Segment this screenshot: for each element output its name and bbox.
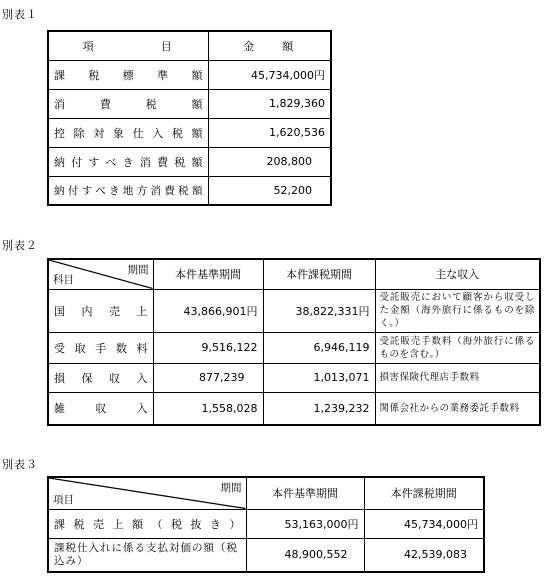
- table1-header-amount: 金 額: [208, 31, 331, 60]
- table2-row-note: 関係会社からの業務委託手数料: [375, 392, 540, 425]
- table3-row-label: 課税売上額（税抜き）: [48, 509, 246, 538]
- table2-header-taxable-period: 本件課税期間: [263, 259, 375, 289]
- diagonal-line: [49, 478, 246, 509]
- table2-row-base: 1,558,028: [153, 392, 263, 425]
- table2-row-base: 9,516,122: [153, 332, 263, 363]
- table2-header-main-income: 主な収入: [375, 259, 540, 289]
- table1-row-label: 納付すべき地方消費税額: [48, 176, 208, 205]
- table2-corner-subject: 科目: [53, 273, 74, 286]
- table1-row-label: 消費税額: [48, 89, 208, 118]
- table1-row-label: 課税標準額: [48, 60, 208, 89]
- table2-row-label: 国内売上: [48, 289, 153, 332]
- table2-header-base-period: 本件基準期間: [153, 259, 263, 289]
- table2-corner-period: 期間: [127, 264, 149, 276]
- table1-header-item: 項 目: [48, 31, 208, 60]
- table3-row-base: 53,163,000円: [246, 509, 364, 538]
- table3-corner-item: 項目: [53, 493, 74, 506]
- table1: [47, 30, 332, 206]
- table3-row-base: 48,900,552: [246, 538, 364, 572]
- table3-row-taxable: 45,734,000円: [364, 509, 484, 538]
- table2-caption: 別表２: [2, 239, 38, 252]
- table2-row-label: 雑収入: [48, 392, 153, 425]
- table2-row-taxable: 38,822,331円: [263, 289, 375, 332]
- table1-row-value: 1,620,536: [208, 118, 331, 147]
- table1-row-value: 52,200: [208, 176, 331, 205]
- table3-header-taxable-period: 本件課税期間: [364, 477, 484, 509]
- table2-row-base: 877,239: [153, 363, 263, 392]
- table1-caption: 別表１: [2, 8, 38, 21]
- table2-row-taxable: 1,239,232: [263, 392, 375, 425]
- table2-row-note: 損害保険代理店手数料: [375, 363, 540, 392]
- table2-row-taxable: 6,946,119: [263, 332, 375, 363]
- table1-row-value: 45,734,000円: [208, 60, 331, 89]
- table3-corner-period: 期間: [220, 482, 242, 494]
- table3-row-taxable: 42,539,083: [364, 538, 484, 572]
- table2-row-label: 損保収入: [48, 363, 153, 392]
- table3-caption: 別表３: [2, 458, 38, 471]
- table3: [47, 476, 485, 573]
- table2: [47, 258, 541, 426]
- table2-row-base: 43,866,901円: [153, 289, 263, 332]
- table1-row-value: 1,829,360: [208, 89, 331, 118]
- table2-row-taxable: 1,013,071: [263, 363, 375, 392]
- table3-row-label: 課税仕入れに係る支払対価の額（税込み）: [48, 538, 246, 572]
- table2-row-note: 受託販売において顧客から収受した金額（海外旅行に係るものを除く。）: [375, 289, 540, 332]
- table3-corner-cell: [48, 477, 246, 509]
- table1-row-label: 納付すべき消費税額: [48, 147, 208, 176]
- table1-row-value: 208,800: [208, 147, 331, 176]
- table1-row-label: 控除対象仕入税額: [48, 118, 208, 147]
- table2-row-label: 受取手数料: [48, 332, 153, 363]
- table3-header-base-period: 本件基準期間: [246, 477, 364, 509]
- table2-corner-cell: [48, 259, 153, 289]
- table2-row-note: 受託販売手数料（海外旅行に係るものを含む。）: [375, 332, 540, 363]
